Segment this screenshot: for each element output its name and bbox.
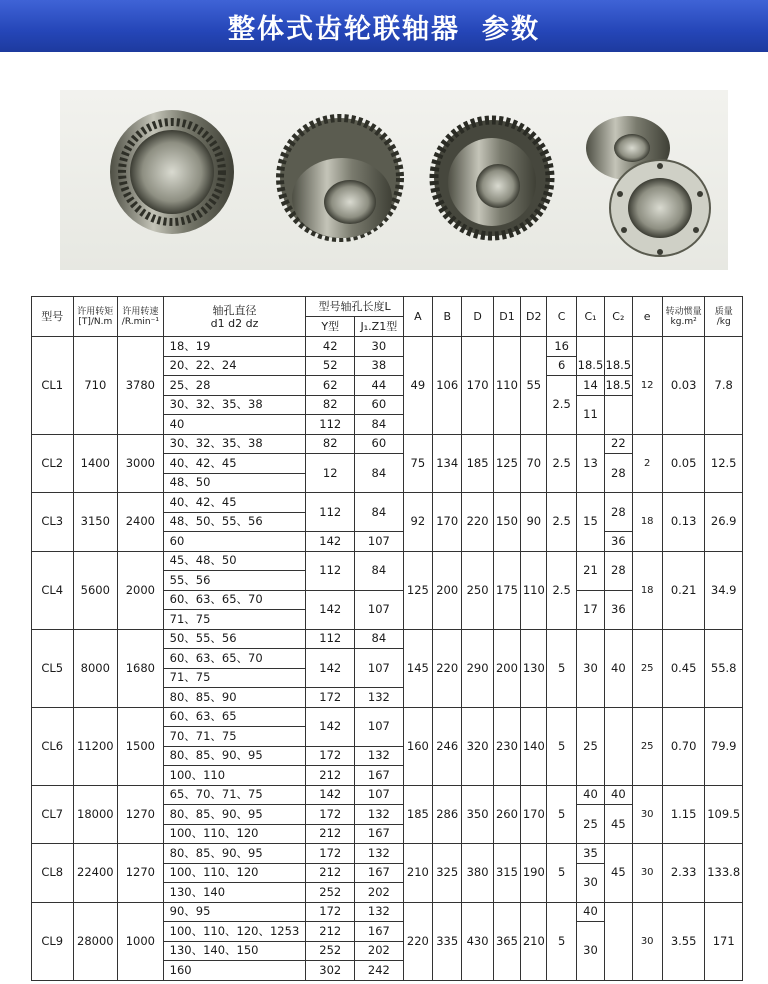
header-C1: C₁ [576,297,604,337]
header-A: A [403,297,432,337]
table-row: CL1 710 3780 18、19 42 30 49 106 170 110 55 16 12 0.03 7.8 [32,337,743,357]
model-cell: CL9 [32,902,74,980]
table-row: 20、22、24 52 38 6 18.5 18.5 [32,356,743,376]
table-row: 60 142 107 36 [32,532,743,552]
header-length: 型号轴孔长度L [306,297,403,317]
header-torque: 许用转矩 [T]/N.m [73,297,118,337]
table-row: 60、63、65、70 142 107 17 36 [32,590,743,610]
table-row: 70、71、75 [32,727,743,747]
header-C: C [547,297,576,337]
header-D2: D2 [521,297,547,337]
table-row: 40 112 84 [32,415,743,435]
header-bore: 轴孔直径 d1 d2 dz [163,297,306,337]
header-D: D [462,297,493,337]
title-banner [0,0,768,52]
table-row: CL4 5600 2000 45、48、50 112 84 125 200 250 175 110 2.5 21 28 18 0.21 34.9 [32,551,743,571]
model-cell: CL1 [32,337,74,435]
table-row: 160 302 242 [32,961,743,981]
gear-hub-icon [280,118,400,238]
table-row: CL8 22400 1270 80、85、90、95 172 132 210 325 380 315 190 5 35 45 30 2.33 133.8 [32,844,743,864]
table-row: 80、85、90 172 132 [32,688,743,708]
table-row: 100、110 212 167 [32,766,743,786]
table-row: 30、32、35、38 82 60 11 [32,395,743,415]
header-y-type: Y型 [306,317,355,337]
parameter-table [31,296,743,981]
table-row: 48、50 [32,473,743,493]
header-D1: D1 [493,297,520,337]
table-row: 55、56 [32,571,743,591]
model-cell: CL2 [32,434,74,493]
table-row: CL2 1400 3000 30、32、35、38 82 60 75 134 185 125 70 2.5 13 22 2 0.05 12.5 [32,434,743,454]
coupling-illustrations [60,90,728,270]
table-row: CL5 8000 1680 50、55、56 112 84 145 220 290 200 130 5 30 40 25 0.45 55.8 [32,629,743,649]
table-row: 80、85、90、95 172 132 [32,746,743,766]
model-cell: CL6 [32,707,74,785]
model-cell: CL7 [32,785,74,844]
table-row: CL9 28000 1000 90、95 172 132 220 335 430 365 210 5 40 30 3.55 171 [32,902,743,922]
header-mass: 质量 /kg [705,297,743,337]
table-row: 100、110、120 212 167 [32,824,743,844]
model-cell: CL3 [32,493,74,552]
header-model: 型号 [32,297,74,337]
table-row: 71、75 [32,610,743,630]
table-row: CL3 3150 2400 40、42、45 112 84 92 170 220 150 90 2.5 15 28 18 0.13 26.9 [32,493,743,513]
header-inertia: 转动惯量 kg.m² [662,297,705,337]
gear-wheel-icon [434,120,550,236]
model-cell: CL8 [32,844,74,903]
table-row: 80、85、90、95 172 132 25 45 [32,805,743,825]
table-row: 100、110、120 212 167 30 [32,863,743,883]
table-row: 40、42、45 12 84 28 [32,454,743,474]
table-row: 71、75 [32,668,743,688]
table-row: 60、63、65、70 142 107 [32,649,743,669]
table-row: CL6 11200 1500 60、63、65 142 107 160 246 320 230 140 5 25 25 0.70 79.9 [32,707,743,727]
table-row: 130、140 252 202 [32,883,743,903]
sleeve-icon [110,110,234,234]
header-jz-type: J₁.Z1型 [355,317,404,337]
header-C2: C₂ [605,297,632,337]
model-cell: CL4 [32,551,74,629]
table-row: 130、140、150 252 202 [32,941,743,961]
table-row: 48、50、55、56 [32,512,743,532]
product-photo-strip [60,90,728,270]
model-cell: CL5 [32,629,74,707]
table-row: 100、110、120、1253 212 167 30 [32,922,743,942]
header-speed: 许用转速 /R.min⁻¹ [118,297,164,337]
header-e: e [632,297,662,337]
header-B: B [433,297,462,337]
page-title: 整体式齿轮联轴器 参数 [228,13,540,45]
table-row: CL7 18000 1270 65、70、71、75 142 107 185 286 350 260 170 5 40 40 30 1.15 109.5 [32,785,743,805]
table-row: 25、28 62 44 2.5 14 18.5 [32,376,743,396]
flange-assembly-icon [586,116,710,256]
